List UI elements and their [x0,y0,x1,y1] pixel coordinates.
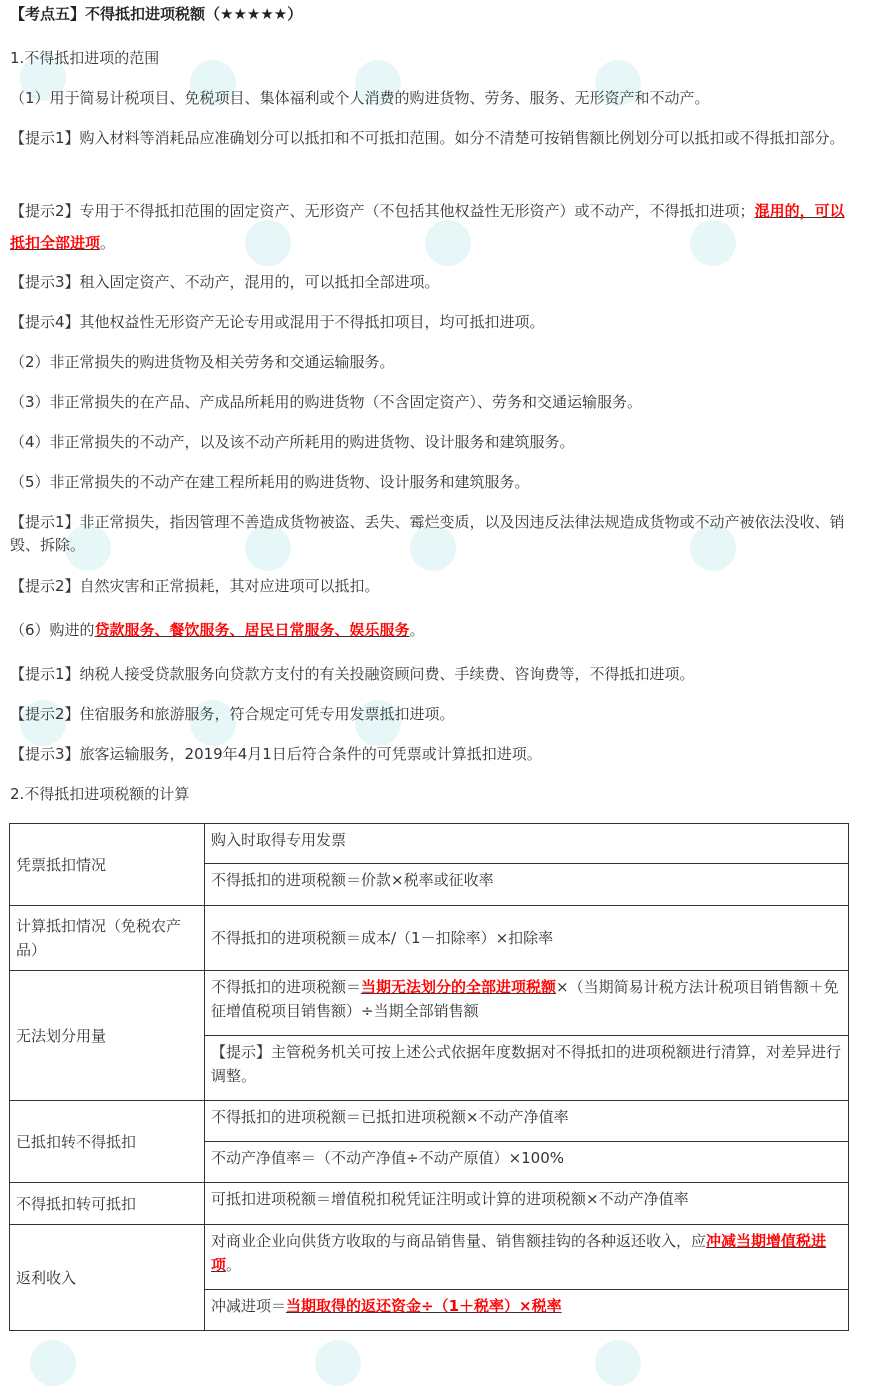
table-cell: 不得抵扣的进项税额＝价款×税率或征收率 [205,864,849,906]
table-cell [205,1225,849,1290]
highlighted-text: 冲减当期增值税进项 [211,1232,827,1274]
list-item: （5）非正常损失的不动产在建工程所耗用的购进货物、设计服务和建筑服务。 [10,473,530,491]
tip-text: 【提示2】专用于不得抵扣范围的固定资产、无形资产（不包括其他权益性无形资产）或不动产，不得抵扣进项； [10,202,755,220]
tip-paragraph: 【提示1】纳税人接受贷款服务向贷款方支付的有关投融资顾问费、手续费、咨询费等，不得抵扣进项。 [10,665,695,683]
table-row [10,1225,849,1290]
cell-text: 。 [226,1256,242,1274]
tip-paragraph: 【提示3】租入固定资产、不动产，混用的，可以抵扣全部进项。 [10,273,440,291]
highlighted-text: 混用的，可以抵扣全部进项 [10,202,845,252]
list-item: （4）非正常损失的不动产，以及该不动产所耗用的购进货物、设计服务和建筑服务。 [10,433,575,451]
watermark-logo [30,1340,76,1386]
tip-paragraph: 【提示3】旅客运输服务，2019年4月1日后符合条件的可凭票或计算抵扣进项。 [10,745,542,763]
tip-paragraph: 【提示1】购入材料等消耗品应准确划分可以抵扣和不可抵扣范围。如分不清楚可按销售额比例划分可以抵扣或不得抵扣部分。 [10,129,845,147]
section-heading: 2.不得抵扣进项税额的计算 [10,785,190,803]
row-label: 无法划分用量 [10,971,205,1101]
table-cell [205,1290,849,1331]
tip-paragraph: 【提示1】非正常损失，指因管理不善造成货物被盗、丢失、霉烂变质，以及因违反法律法规造成货物或不动产被依法没收、销毁、拆除。 [10,513,845,554]
watermark-logo [315,1340,361,1386]
cell-text: 冲减进项＝ [211,1297,287,1315]
list-item: （3）非正常损失的在产品、产成品所耗用的购进货物（不含固定资产）、劳务和交通运输服务。 [10,393,643,411]
tip-paragraph: 【提示2】自然灾害和正常损耗，其对应进项可以抵扣。 [10,577,380,595]
table-row [10,824,849,864]
page-title: 【考点五】不得抵扣进项税额（★★★★★） [10,5,303,23]
tip-paragraph: 【提示4】其他权益性无形资产无论专用或混用于不得抵扣项目，均可抵扣进项。 [10,313,545,331]
row-label: 凭票抵扣情况 [10,824,205,906]
list-item [10,619,855,642]
table-cell: 不动产净值率＝（不动产净值÷不动产原值）×100% [205,1142,849,1183]
table-cell: 不得抵扣的进项税额＝已抵扣进项税额×不动产净值率 [205,1101,849,1142]
row-label: 不得抵扣转可抵扣 [10,1183,205,1225]
row-label: 计算抵扣情况（免税农产品） [10,906,205,971]
list-item: （1）用于简易计税项目、免税项目、集体福利或个人消费的购进货物、劳务、服务、无形资产和不动产。 [10,89,710,107]
cell-text: 不得抵扣的进项税额＝ [211,978,362,996]
watermark-logo [595,1340,641,1386]
table-cell: 购入时取得专用发票 [205,824,849,864]
table-cell: 【提示】主管税务机关可按上述公式依据年度数据对不得抵扣的进项税额进行清算，对差异进行调整。 [205,1036,849,1101]
cell-text: 对商业企业向供货方收取的与商品销售量、销售额挂钩的各种返还收入，应 [211,1232,707,1250]
list-text-end: 。 [409,621,425,639]
list-text: （6）购进的 [10,621,95,639]
table-cell: 不得抵扣的进项税额＝成本/（1－扣除率）×扣除率 [205,906,849,971]
table-cell: 可抵扣进项税额＝增值税扣税凭证注明或计算的进项税额×不动产净值率 [205,1183,849,1225]
table-row [10,906,849,971]
table-row [10,971,849,1036]
row-label: 已抵扣转不得抵扣 [10,1101,205,1183]
row-label: 返利收入 [10,1225,205,1331]
calculation-table [9,823,849,1331]
table-cell [205,971,849,1036]
highlighted-text: 当期无法划分的全部进项税额 [361,978,557,996]
highlighted-text: 贷款服务、餐饮服务、居民日常服务、娱乐服务 [94,621,410,639]
highlighted-text: 当期取得的返还资金÷（1＋税率）×税率 [286,1297,562,1315]
tip-text-end: 。 [100,234,116,252]
tip-paragraph [10,195,855,259]
list-item: （2）非正常损失的购进货物及相关劳务和交通运输服务。 [10,353,395,371]
table-row [10,1183,849,1225]
section-heading: 1.不得抵扣进项的范围 [10,49,160,67]
tip-paragraph: 【提示2】住宿服务和旅游服务，符合规定可凭专用发票抵扣进项。 [10,705,455,723]
table-row [10,1101,849,1142]
cell-text: ×（当期简易计税方法计税项目销售额＋免征增值税项目销售额）÷当期全部销售额 [211,978,839,1020]
